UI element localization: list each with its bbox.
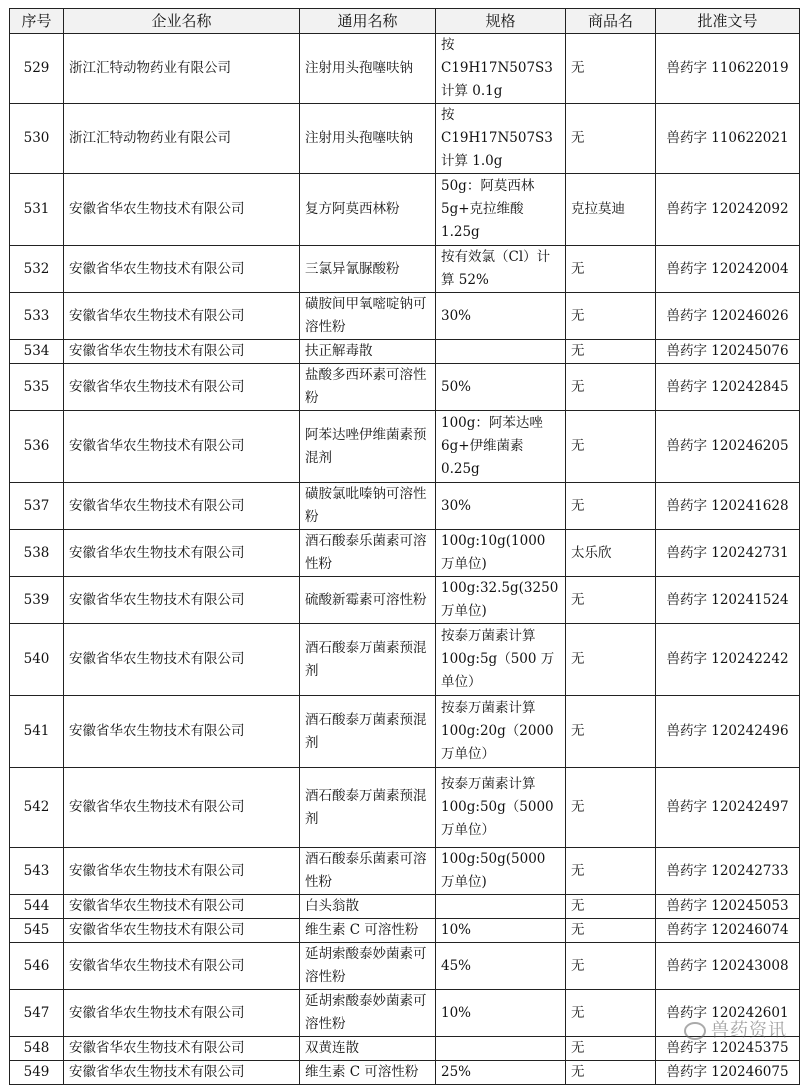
cell-index: 549	[10, 1061, 64, 1085]
cell-spec: 10%	[436, 919, 566, 943]
cell-spec: 按 C19H17N507S3 计算 1.0g	[436, 104, 566, 174]
cell-approval-number: 兽药字 110622019	[656, 34, 800, 104]
table-row	[10, 530, 800, 577]
cell-approval-number: 兽药字 120245076	[656, 340, 800, 364]
cell-company: 安徽省华农生物技术有限公司	[64, 530, 300, 577]
cell-trade-name: 无	[566, 919, 656, 943]
table-row	[10, 895, 800, 919]
cell-generic-name: 延胡索酸泰妙菌素可溶性粉	[300, 990, 436, 1037]
cell-company: 安徽省华农生物技术有限公司	[64, 577, 300, 624]
cell-spec: 按有效氯（Cl）计算 52%	[436, 246, 566, 293]
cell-trade-name: 无	[566, 577, 656, 624]
cell-trade-name: 无	[566, 768, 656, 848]
cell-approval-number: 兽药字 120242733	[656, 848, 800, 895]
cell-spec: 10%	[436, 990, 566, 1037]
table-row	[10, 34, 800, 104]
cell-company: 安徽省华农生物技术有限公司	[64, 848, 300, 895]
cell-generic-name: 磺胺氯吡嗪钠可溶性粉	[300, 483, 436, 530]
cell-trade-name: 无	[566, 364, 656, 411]
cell-spec: 按泰万菌素计算 100g:50g（5000 万单位）	[436, 768, 566, 848]
table-row	[10, 919, 800, 943]
cell-generic-name: 阿苯达唑伊维菌素预混剂	[300, 411, 436, 483]
cell-company: 安徽省华农生物技术有限公司	[64, 483, 300, 530]
cell-spec	[436, 895, 566, 919]
cell-spec: 100g:50g(5000 万单位)	[436, 848, 566, 895]
cell-index: 545	[10, 919, 64, 943]
cell-trade-name: 无	[566, 696, 656, 768]
cell-approval-number: 兽药字 120242497	[656, 768, 800, 848]
cell-generic-name: 盐酸多西环素可溶性粉	[300, 364, 436, 411]
table-row	[10, 411, 800, 483]
cell-trade-name: 无	[566, 293, 656, 340]
cell-company: 安徽省华农生物技术有限公司	[64, 293, 300, 340]
cell-index: 533	[10, 293, 64, 340]
cell-generic-name: 双黄连散	[300, 1037, 436, 1061]
drug-approval-table	[9, 8, 800, 1085]
cell-spec: 30%	[436, 483, 566, 530]
cell-spec	[436, 1037, 566, 1061]
cell-generic-name: 维生素 C 可溶性粉	[300, 919, 436, 943]
cell-company: 安徽省华农生物技术有限公司	[64, 174, 300, 246]
cell-index: 534	[10, 340, 64, 364]
cell-generic-name: 磺胺间甲氧嘧啶钠可溶性粉	[300, 293, 436, 340]
cell-index: 539	[10, 577, 64, 624]
cell-company: 安徽省华农生物技术有限公司	[64, 340, 300, 364]
cell-company: 浙江汇特动物药业有限公司	[64, 104, 300, 174]
cell-spec: 30%	[436, 293, 566, 340]
table-row	[10, 696, 800, 768]
cell-spec: 25%	[436, 1061, 566, 1085]
table-row	[10, 293, 800, 340]
table-row	[10, 246, 800, 293]
table-header-row	[10, 9, 800, 34]
cell-trade-name: 无	[566, 483, 656, 530]
cell-company: 安徽省华农生物技术有限公司	[64, 624, 300, 696]
cell-approval-number: 兽药字 120245053	[656, 895, 800, 919]
cell-index: 546	[10, 943, 64, 990]
cell-generic-name: 酒石酸泰万菌素预混剂	[300, 624, 436, 696]
cell-trade-name: 无	[566, 624, 656, 696]
cell-index: 541	[10, 696, 64, 768]
cell-spec: 按 C19H17N507S3 计算 0.1g	[436, 34, 566, 104]
cell-trade-name: 克拉莫迪	[566, 174, 656, 246]
cell-spec: 按泰万菌素计算 100g:5g（500 万单位）	[436, 624, 566, 696]
cell-generic-name: 维生素 C 可溶性粉	[300, 1061, 436, 1085]
cell-index: 530	[10, 104, 64, 174]
cell-trade-name: 无	[566, 1037, 656, 1061]
cell-approval-number: 兽药字 120243008	[656, 943, 800, 990]
cell-trade-name: 无	[566, 990, 656, 1037]
cell-trade-name: 无	[566, 943, 656, 990]
wechat-logo-icon	[684, 1022, 706, 1040]
cell-company: 安徽省华农生物技术有限公司	[64, 1061, 300, 1085]
table-row	[10, 1037, 800, 1061]
cell-company: 浙江汇特动物药业有限公司	[64, 34, 300, 104]
cell-company: 安徽省华农生物技术有限公司	[64, 990, 300, 1037]
watermark	[684, 1016, 787, 1042]
cell-trade-name: 无	[566, 246, 656, 293]
cell-company: 安徽省华农生物技术有限公司	[64, 919, 300, 943]
cell-spec: 100g:32.5g(3250 万单位)	[436, 577, 566, 624]
header-trade-name: 商品名	[566, 9, 656, 34]
cell-generic-name: 白头翁散	[300, 895, 436, 919]
cell-company: 安徽省华农生物技术有限公司	[64, 696, 300, 768]
cell-approval-number: 兽药字 120246026	[656, 293, 800, 340]
cell-generic-name: 注射用头孢噻呋钠	[300, 34, 436, 104]
header-spec: 规格	[436, 9, 566, 34]
cell-trade-name: 无	[566, 340, 656, 364]
cell-index: 540	[10, 624, 64, 696]
table-row	[10, 848, 800, 895]
cell-spec: 100g:10g(1000 万单位)	[436, 530, 566, 577]
cell-spec: 50%	[436, 364, 566, 411]
cell-spec: 45%	[436, 943, 566, 990]
table-row	[10, 577, 800, 624]
cell-company: 安徽省华农生物技术有限公司	[64, 246, 300, 293]
cell-spec: 100g：阿苯达唑 6g+伊维菌素 0.25g	[436, 411, 566, 483]
cell-approval-number: 兽药字 120242092	[656, 174, 800, 246]
cell-approval-number: 兽药字 120246074	[656, 919, 800, 943]
cell-spec: 按泰万菌素计算 100g:20g（2000 万单位）	[436, 696, 566, 768]
cell-index: 532	[10, 246, 64, 293]
cell-trade-name: 无	[566, 895, 656, 919]
cell-index: 538	[10, 530, 64, 577]
cell-generic-name: 三氯异氰脲酸粉	[300, 246, 436, 293]
cell-approval-number: 兽药字 120242242	[656, 624, 800, 696]
cell-approval-number: 兽药字 120245375	[656, 1037, 800, 1061]
cell-company: 安徽省华农生物技术有限公司	[64, 768, 300, 848]
cell-generic-name: 酒石酸泰乐菌素可溶性粉	[300, 530, 436, 577]
cell-index: 542	[10, 768, 64, 848]
cell-index: 547	[10, 990, 64, 1037]
cell-approval-number: 兽药字 120241524	[656, 577, 800, 624]
table-row	[10, 340, 800, 364]
header-generic-name: 通用名称	[300, 9, 436, 34]
cell-spec: 50g：阿莫西林 5g+克拉维酸 1.25g	[436, 174, 566, 246]
cell-generic-name: 硫酸新霉素可溶性粉	[300, 577, 436, 624]
cell-generic-name: 酒石酸泰万菌素预混剂	[300, 768, 436, 848]
cell-trade-name: 无	[566, 34, 656, 104]
header-approval-number: 批准文号	[656, 9, 800, 34]
table-row	[10, 943, 800, 990]
cell-index: 536	[10, 411, 64, 483]
cell-index: 537	[10, 483, 64, 530]
cell-approval-number: 兽药字 120242845	[656, 364, 800, 411]
cell-trade-name: 太乐欣	[566, 530, 656, 577]
cell-index: 529	[10, 34, 64, 104]
table-row	[10, 1061, 800, 1085]
cell-generic-name: 酒石酸泰万菌素预混剂	[300, 696, 436, 768]
cell-generic-name: 延胡索酸泰妙菌素可溶性粉	[300, 943, 436, 990]
cell-index: 535	[10, 364, 64, 411]
cell-generic-name: 扶正解毒散	[300, 340, 436, 364]
cell-approval-number: 兽药字 120241628	[656, 483, 800, 530]
cell-trade-name: 无	[566, 104, 656, 174]
cell-generic-name: 复方阿莫西林粉	[300, 174, 436, 246]
table-row	[10, 104, 800, 174]
cell-generic-name: 注射用头孢噻呋钠	[300, 104, 436, 174]
cell-company: 安徽省华农生物技术有限公司	[64, 895, 300, 919]
watermark-text: 兽药资讯	[711, 1020, 787, 1041]
table-row	[10, 990, 800, 1037]
cell-generic-name: 酒石酸泰乐菌素可溶性粉	[300, 848, 436, 895]
table-row	[10, 364, 800, 411]
cell-approval-number: 兽药字 110622021	[656, 104, 800, 174]
table-row	[10, 768, 800, 848]
cell-approval-number: 兽药字 120242004	[656, 246, 800, 293]
cell-trade-name: 无	[566, 848, 656, 895]
cell-company: 安徽省华农生物技术有限公司	[64, 1037, 300, 1061]
header-index: 序号	[10, 9, 64, 34]
cell-approval-number: 兽药字 120242601	[656, 990, 800, 1037]
cell-index: 548	[10, 1037, 64, 1061]
cell-company: 安徽省华农生物技术有限公司	[64, 943, 300, 990]
table-row	[10, 174, 800, 246]
header-company: 企业名称	[64, 9, 300, 34]
cell-company: 安徽省华农生物技术有限公司	[64, 364, 300, 411]
cell-approval-number: 兽药字 120246205	[656, 411, 800, 483]
cell-trade-name: 无	[566, 1061, 656, 1085]
cell-approval-number: 兽药字 120242731	[656, 530, 800, 577]
cell-index: 543	[10, 848, 64, 895]
cell-approval-number: 兽药字 120246075	[656, 1061, 800, 1085]
cell-trade-name: 无	[566, 411, 656, 483]
cell-index: 531	[10, 174, 64, 246]
cell-index: 544	[10, 895, 64, 919]
table-row	[10, 624, 800, 696]
cell-spec	[436, 340, 566, 364]
cell-approval-number: 兽药字 120242496	[656, 696, 800, 768]
cell-company: 安徽省华农生物技术有限公司	[64, 411, 300, 483]
table-row	[10, 483, 800, 530]
